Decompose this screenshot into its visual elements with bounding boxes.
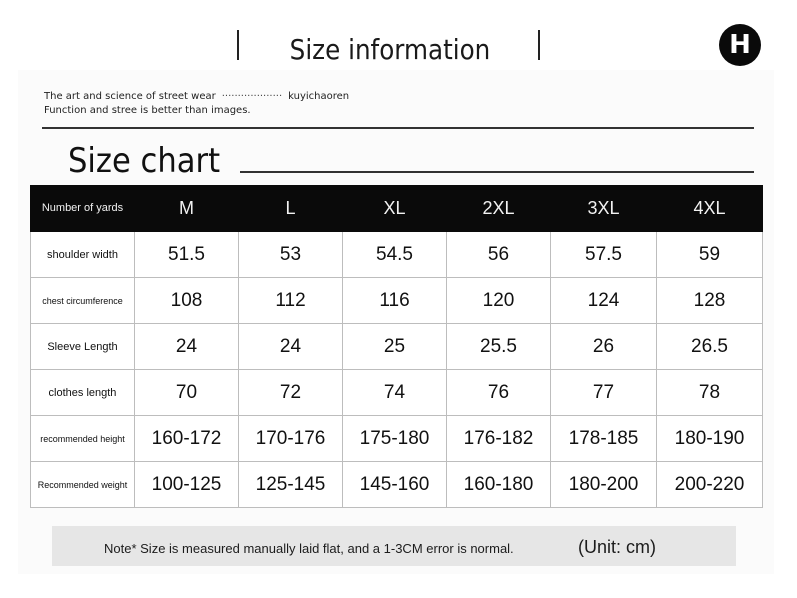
table-cell: 70 <box>135 370 239 416</box>
title-divider-right <box>538 30 540 60</box>
table-cell: 76 <box>447 370 551 416</box>
table-cell: 25 <box>343 324 447 370</box>
size-header: 4XL <box>657 186 763 232</box>
size-header: 2XL <box>447 186 551 232</box>
tagline-line-1 <box>44 91 349 102</box>
title-divider-left <box>237 30 239 60</box>
tagline-line-2: Function and stree is better than images. <box>44 105 251 116</box>
table-cell: 145-160 <box>343 462 447 508</box>
table-row <box>31 278 763 324</box>
table-cell: 24 <box>239 324 343 370</box>
table-cell: 170-176 <box>239 416 343 462</box>
row-label: shoulder width <box>31 232 135 278</box>
table-cell: 124 <box>551 278 657 324</box>
row-label: chest circumference <box>31 278 135 324</box>
table-cell: 53 <box>239 232 343 278</box>
table-cell: 108 <box>135 278 239 324</box>
tagline-dots: ··················· <box>221 91 283 102</box>
header-rule <box>42 127 754 129</box>
tagline-left: The art and science of street wear <box>44 91 216 102</box>
size-header: XL <box>343 186 447 232</box>
table-cell: 74 <box>343 370 447 416</box>
table-cell: 72 <box>239 370 343 416</box>
table-cell: 78 <box>657 370 763 416</box>
header-corner-label: Number of yards <box>31 186 135 232</box>
row-label: recommended height <box>31 416 135 462</box>
row-label: Recommended weight <box>31 462 135 508</box>
table-row <box>31 324 763 370</box>
table-cell: 51.5 <box>135 232 239 278</box>
row-label: Sleeve Length <box>31 324 135 370</box>
size-header: M <box>135 186 239 232</box>
brand-badge: H <box>719 24 761 66</box>
table-cell: 57.5 <box>551 232 657 278</box>
table-header-row <box>31 186 763 232</box>
table-cell: 160-172 <box>135 416 239 462</box>
section-rule <box>240 171 754 173</box>
size-table <box>30 185 763 508</box>
table-cell: 175-180 <box>343 416 447 462</box>
table-cell: 24 <box>135 324 239 370</box>
table-cell: 176-182 <box>447 416 551 462</box>
table-cell: 120 <box>447 278 551 324</box>
page-title: Size information <box>289 33 491 66</box>
table-cell: 26.5 <box>657 324 763 370</box>
size-header: L <box>239 186 343 232</box>
table-cell: 56 <box>447 232 551 278</box>
unit-label: (Unit: cm) <box>578 537 656 557</box>
table-cell: 112 <box>239 278 343 324</box>
tagline-brand: kuyichaoren <box>288 91 350 102</box>
table-cell: 125-145 <box>239 462 343 508</box>
table-row <box>31 370 763 416</box>
table-cell: 100-125 <box>135 462 239 508</box>
table-row <box>31 462 763 508</box>
table-cell: 77 <box>551 370 657 416</box>
table-cell: 26 <box>551 324 657 370</box>
table-cell: 25.5 <box>447 324 551 370</box>
note-text: Note* Size is measured manually laid flat, and a 1-3CM error is normal. <box>104 541 514 556</box>
table-cell: 54.5 <box>343 232 447 278</box>
table-cell: 180-190 <box>657 416 763 462</box>
table-cell: 116 <box>343 278 447 324</box>
table-cell: 178-185 <box>551 416 657 462</box>
size-header: 3XL <box>551 186 657 232</box>
table-row <box>31 416 763 462</box>
row-label: clothes length <box>31 370 135 416</box>
table-cell: 59 <box>657 232 763 278</box>
section-title: Size chart <box>68 141 221 181</box>
table-cell: 160-180 <box>447 462 551 508</box>
table-row <box>31 232 763 278</box>
table-cell: 128 <box>657 278 763 324</box>
table-cell: 180-200 <box>551 462 657 508</box>
table-cell: 200-220 <box>657 462 763 508</box>
